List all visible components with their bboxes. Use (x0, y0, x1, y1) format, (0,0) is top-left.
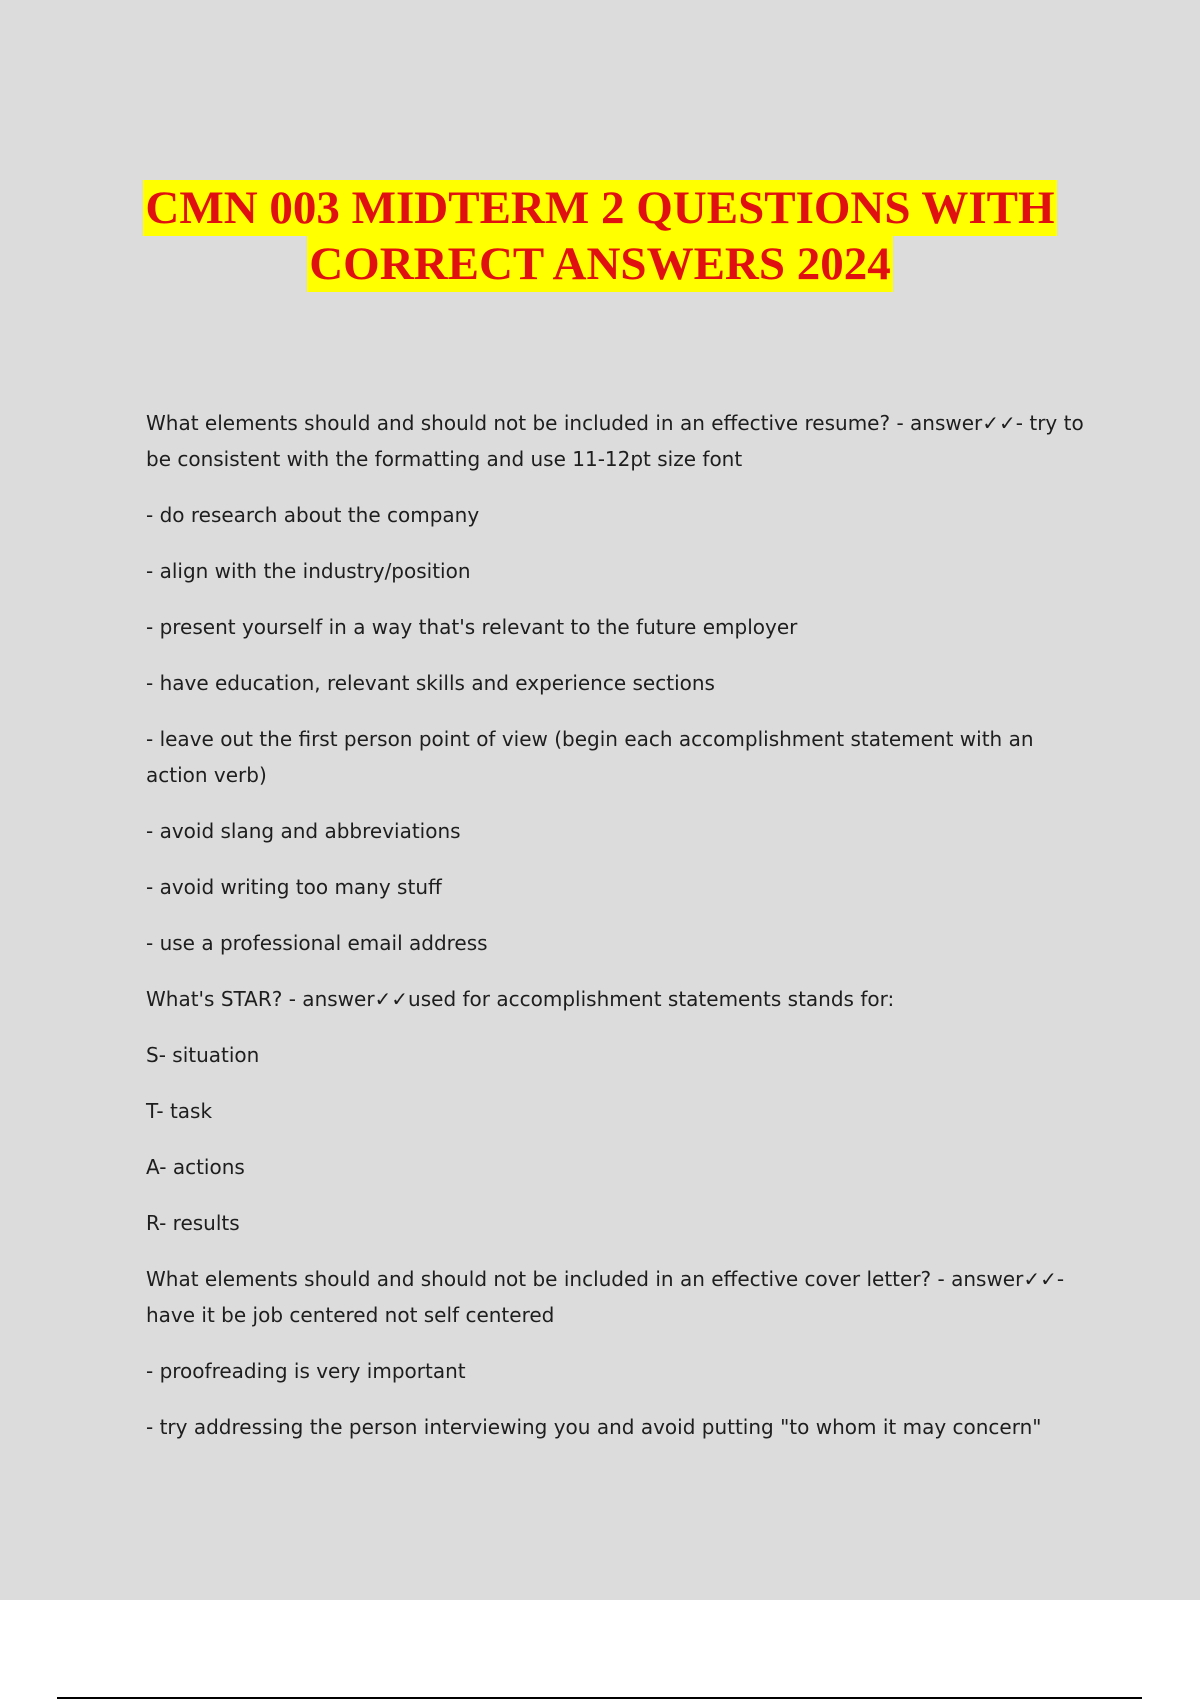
footer-divider (57, 1697, 1142, 1699)
answer-bullet: - leave out the first person point of view (begin each accomplishment statement with an action verb) (146, 727, 1034, 787)
answer-bullet: - avoid slang and abbreviations (146, 819, 461, 843)
question-star: What's STAR? - answer✓✓used for accomplishment statements stands for: (146, 987, 895, 1011)
answer-bullet: - avoid writing too many stuff (146, 875, 442, 899)
answer-bullet: - do research about the company (146, 503, 480, 527)
document-body (146, 405, 1086, 1465)
star-item: A- actions (146, 1155, 245, 1179)
star-item: T- task (146, 1099, 213, 1123)
title-line-2: CORRECT ANSWERS 2024 (309, 238, 891, 290)
answer-bullet: - try addressing the person interviewing you and avoid putting "to whom it may concern" (146, 1415, 1042, 1439)
document-title (0, 180, 1200, 292)
question-cover-letter: What elements should and should not be included in an effective cover letter? - answer✓✓- have it be job centered not self centered (146, 1267, 1065, 1327)
answer-bullet: - use a professional email address (146, 931, 488, 955)
answer-bullet: - have education, relevant skills and experience sections (146, 671, 715, 695)
answer-bullet: - align with the industry/position (146, 559, 471, 583)
answer-bullet: - present yourself in a way that's relevant to the future employer (146, 615, 798, 639)
answer-bullet: - proofreading is very important (146, 1359, 466, 1383)
star-item: S- situation (146, 1043, 260, 1067)
star-item: R- results (146, 1211, 240, 1235)
title-line-1: CMN 003 MIDTERM 2 QUESTIONS WITH (145, 182, 1055, 234)
question-resume: What elements should and should not be included in an effective resume? - answer✓✓- try to be consistent with the formatting and use 11-12pt size font (146, 411, 1084, 471)
